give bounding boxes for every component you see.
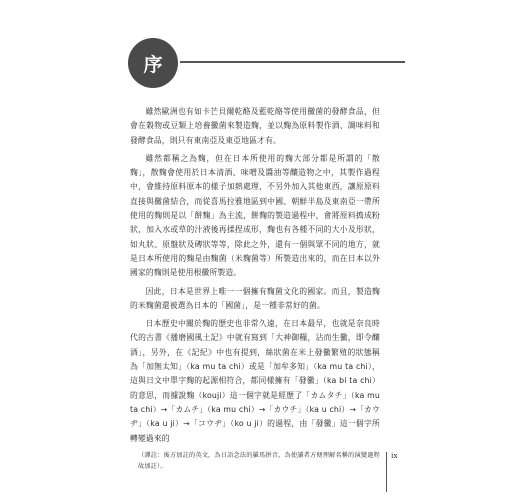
- chapter-title: 序: [143, 53, 163, 76]
- paragraph: 雖然歐洲也有如卡芒貝爾乾酪及藍乾酪等使用黴菌的發酵食品，但會在穀物或豆類上培養黴菌來製造麴，並以麴為原料製作酒、調味料和發酵食品，則只有東南亞及東亞地區才有。: [130, 107, 380, 145]
- page-number: ix: [391, 451, 398, 460]
- paragraph: 雖然都稱之為麴，但在日本所使用的麴大部分都是所謂的「散麴」，散麴會使用於日本清酒、味噌及醬油等釀造物之中，其製作過程中，會維持原料原本的樣子加熱處理，不另外加入其他東西，讓原原料直接與黴菌結合，而從喜馬拉雅地區到中國、朝鮮半島及東南亞一帶所使用的麴則是以「餅麴」為主流，餅麴的製造過程中，會將原料搗成粉狀，加入水或草的汁液後再揉捏成形，麴也有各種不同的大小及形狀，如丸狀、原盤狀及磚狀等等，除此之外，還有一個與眾不同的地方，就是日本所使用的麴是由麴菌（米麴菌等）所製造出來的，而在日本以外國家的麴則是使用根黴所製造。: [130, 153, 380, 278]
- footnote: （譯註：後方加註的英文，為日語念法的羅馬拼音，為使讀者方便理解名稱的演變過程故加註）。: [138, 451, 380, 470]
- paragraph: 日本歷史中關於麴的歷史也非常久遠，在日本最早，也就是奈良時代的古書《播磨國風土記》中就有寫到「大神御糧，沾而生黴，即令釀酒」，另外，在《記紀》中也有提到，絲狀菌在米上發黴繁殖的狀態稱為「加無太知」（ka mu ta chi）或是「加牟多知」（ka mu ta chi），這與日文中單字麴的起源相符合，都同樣擁有「發黴」（ka bi ta chi）的意思，而據說麴（kouji）這一個字就是經歷了「カムタチ」（ka mu ta chi）→「カムチ」（ka mu chi）→「カウチ」（ka u chi）→「カウヂ」（ka u ji）→「コウヂ」（ko u ji）的過程，由「發黴」這一個字所轉變過來的: [130, 319, 380, 443]
- header-rule: [180, 61, 405, 63]
- side-rule: [386, 452, 387, 492]
- paragraph: 因此，日本是世界上唯一一個擁有麴菌文化的國家。而且，製造麴的米麴菌還被選為日本的「國菌」，是一種非常好的菌。: [130, 286, 380, 310]
- body-text: [130, 105, 380, 476]
- chapter-badge: [128, 38, 178, 88]
